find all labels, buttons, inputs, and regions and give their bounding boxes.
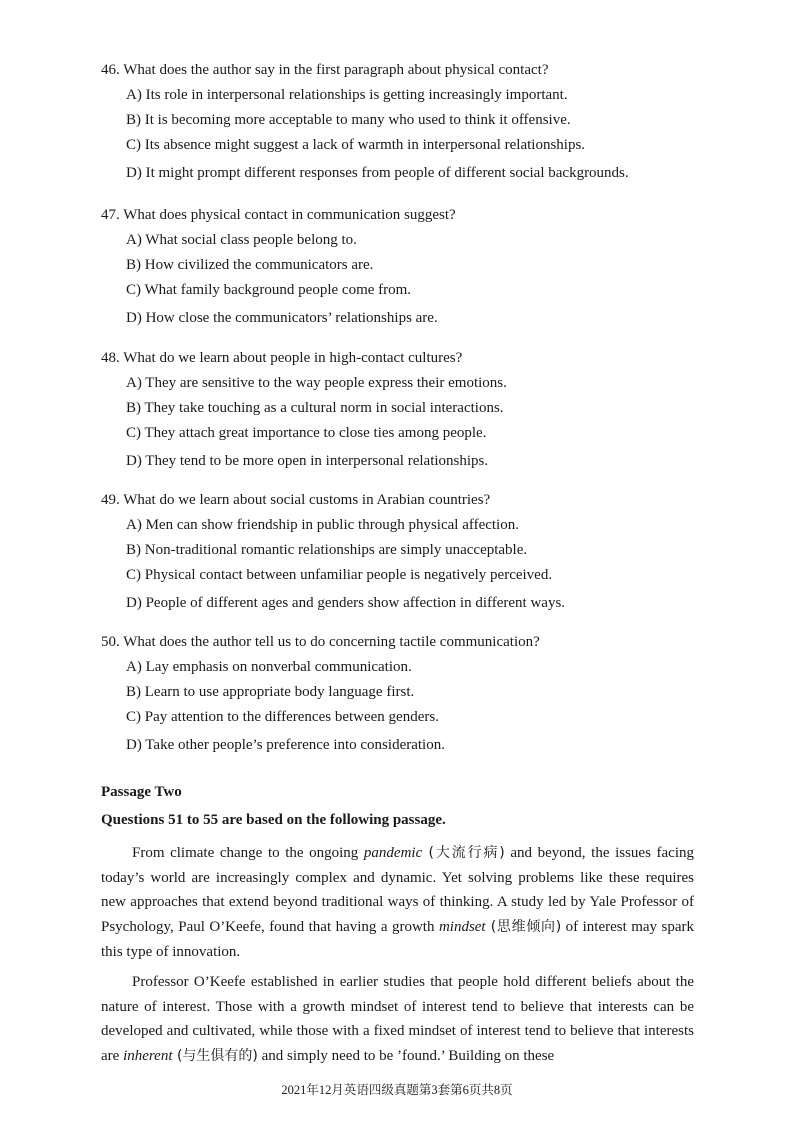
question-47 bbox=[101, 205, 701, 328]
option-a: A) Men can show friendship in public through physical affection. bbox=[126, 517, 519, 533]
option-b: B) They take touching as a cultural norm in social interactions. bbox=[126, 400, 504, 416]
glossed-term: mindset bbox=[438, 919, 486, 936]
option-b: B) It is becoming more acceptable to many who used to think it offensive. bbox=[126, 112, 571, 128]
option-a: A) They are sensitive to the way people express their emotions. bbox=[126, 375, 507, 391]
page-footer: 2021年12月英语四级真题第3套第6页共8页 bbox=[281, 1083, 513, 1097]
option-b: B) Non-traditional romantic relationships are simply unacceptable. bbox=[126, 542, 528, 558]
glossed-term: inherent bbox=[123, 1048, 173, 1065]
chinese-gloss: (大流行病) bbox=[422, 845, 505, 861]
chinese-gloss: (与生俱有的) bbox=[172, 1048, 258, 1065]
option-b: B) How civilized the communicators are. bbox=[126, 257, 374, 273]
question-48 bbox=[101, 348, 701, 471]
glossed-term: pandemic bbox=[363, 845, 423, 861]
option-d: D) Take other people’s preference into consideration. bbox=[126, 737, 445, 753]
passage-paragraph-1: From climate change to the ongoing pandemic (大流行病) and beyond, the issues facing today’s world are increasingly complex and dynamic. Yet solving problems like these requires new approaches that extend beyond traditional ways of thinking. A study led by Yale Professor of Psychology, Paul O’Keefe, found that having a growth mindset (思维倾向) of interest may spark this type of innovation. bbox=[101, 845, 695, 960]
option-d: D) How close the communicators’ relationships are. bbox=[126, 310, 438, 326]
option-a: A) What social class people belong to. bbox=[126, 232, 357, 248]
option-c: C) What family background people come from. bbox=[126, 282, 412, 298]
option-c: C) Pay attention to the differences between genders. bbox=[126, 709, 439, 725]
option-c: C) Physical contact between unfamiliar people is negatively perceived. bbox=[126, 567, 553, 583]
option-list bbox=[101, 515, 701, 613]
option-list bbox=[101, 230, 701, 328]
option-b: B) Learn to use appropriate body language first. bbox=[126, 684, 415, 700]
option-list bbox=[101, 657, 701, 755]
option-list bbox=[101, 373, 701, 471]
question-49 bbox=[101, 490, 701, 613]
passage-instruction: Questions 51 to 55 are based on the following passage. bbox=[101, 812, 446, 828]
option-c: C) Its absence might suggest a lack of warmth in interpersonal relationships. bbox=[126, 137, 586, 153]
question-stem: 50. What does the author tell us to do concerning tactile communication? bbox=[101, 634, 540, 650]
option-d: D) People of different ages and genders show affection in different ways. bbox=[126, 595, 566, 611]
question-50 bbox=[101, 632, 701, 755]
question-stem: 47. What does physical contact in communication suggest? bbox=[101, 207, 456, 223]
passage-title: Passage Two bbox=[101, 784, 182, 800]
option-c: C) They attach great importance to close ties among people. bbox=[126, 425, 487, 441]
option-a: A) Its role in interpersonal relationships is getting increasingly important. bbox=[126, 87, 568, 103]
question-46 bbox=[101, 60, 701, 183]
option-list bbox=[101, 85, 701, 183]
chinese-gloss: (思维倾向) bbox=[485, 919, 562, 936]
option-a: A) Lay emphasis on nonverbal communication. bbox=[126, 659, 412, 675]
question-stem: 49. What do we learn about social customs in Arabian countries? bbox=[101, 492, 491, 508]
question-stem: 46. What does the author say in the first paragraph about physical contact? bbox=[101, 62, 549, 78]
option-d: D) They tend to be more open in interpersonal relationships. bbox=[126, 453, 489, 469]
option-d: D) It might prompt different responses from people of different social backgrounds. bbox=[126, 165, 629, 181]
question-stem: 48. What do we learn about people in high-contact cultures? bbox=[101, 350, 463, 366]
passage-paragraph-2: Professor O’Keefe established in earlier studies that people hold different beliefs about the nature of interest. Those with a growth mindset of interest tend to believe that interests can be developed and cultivated, while those with a fixed mindset of interest tend to believe that interests are inherent (与生俱有的) and simply need to be ’found.’ Building on these bbox=[101, 974, 694, 1065]
